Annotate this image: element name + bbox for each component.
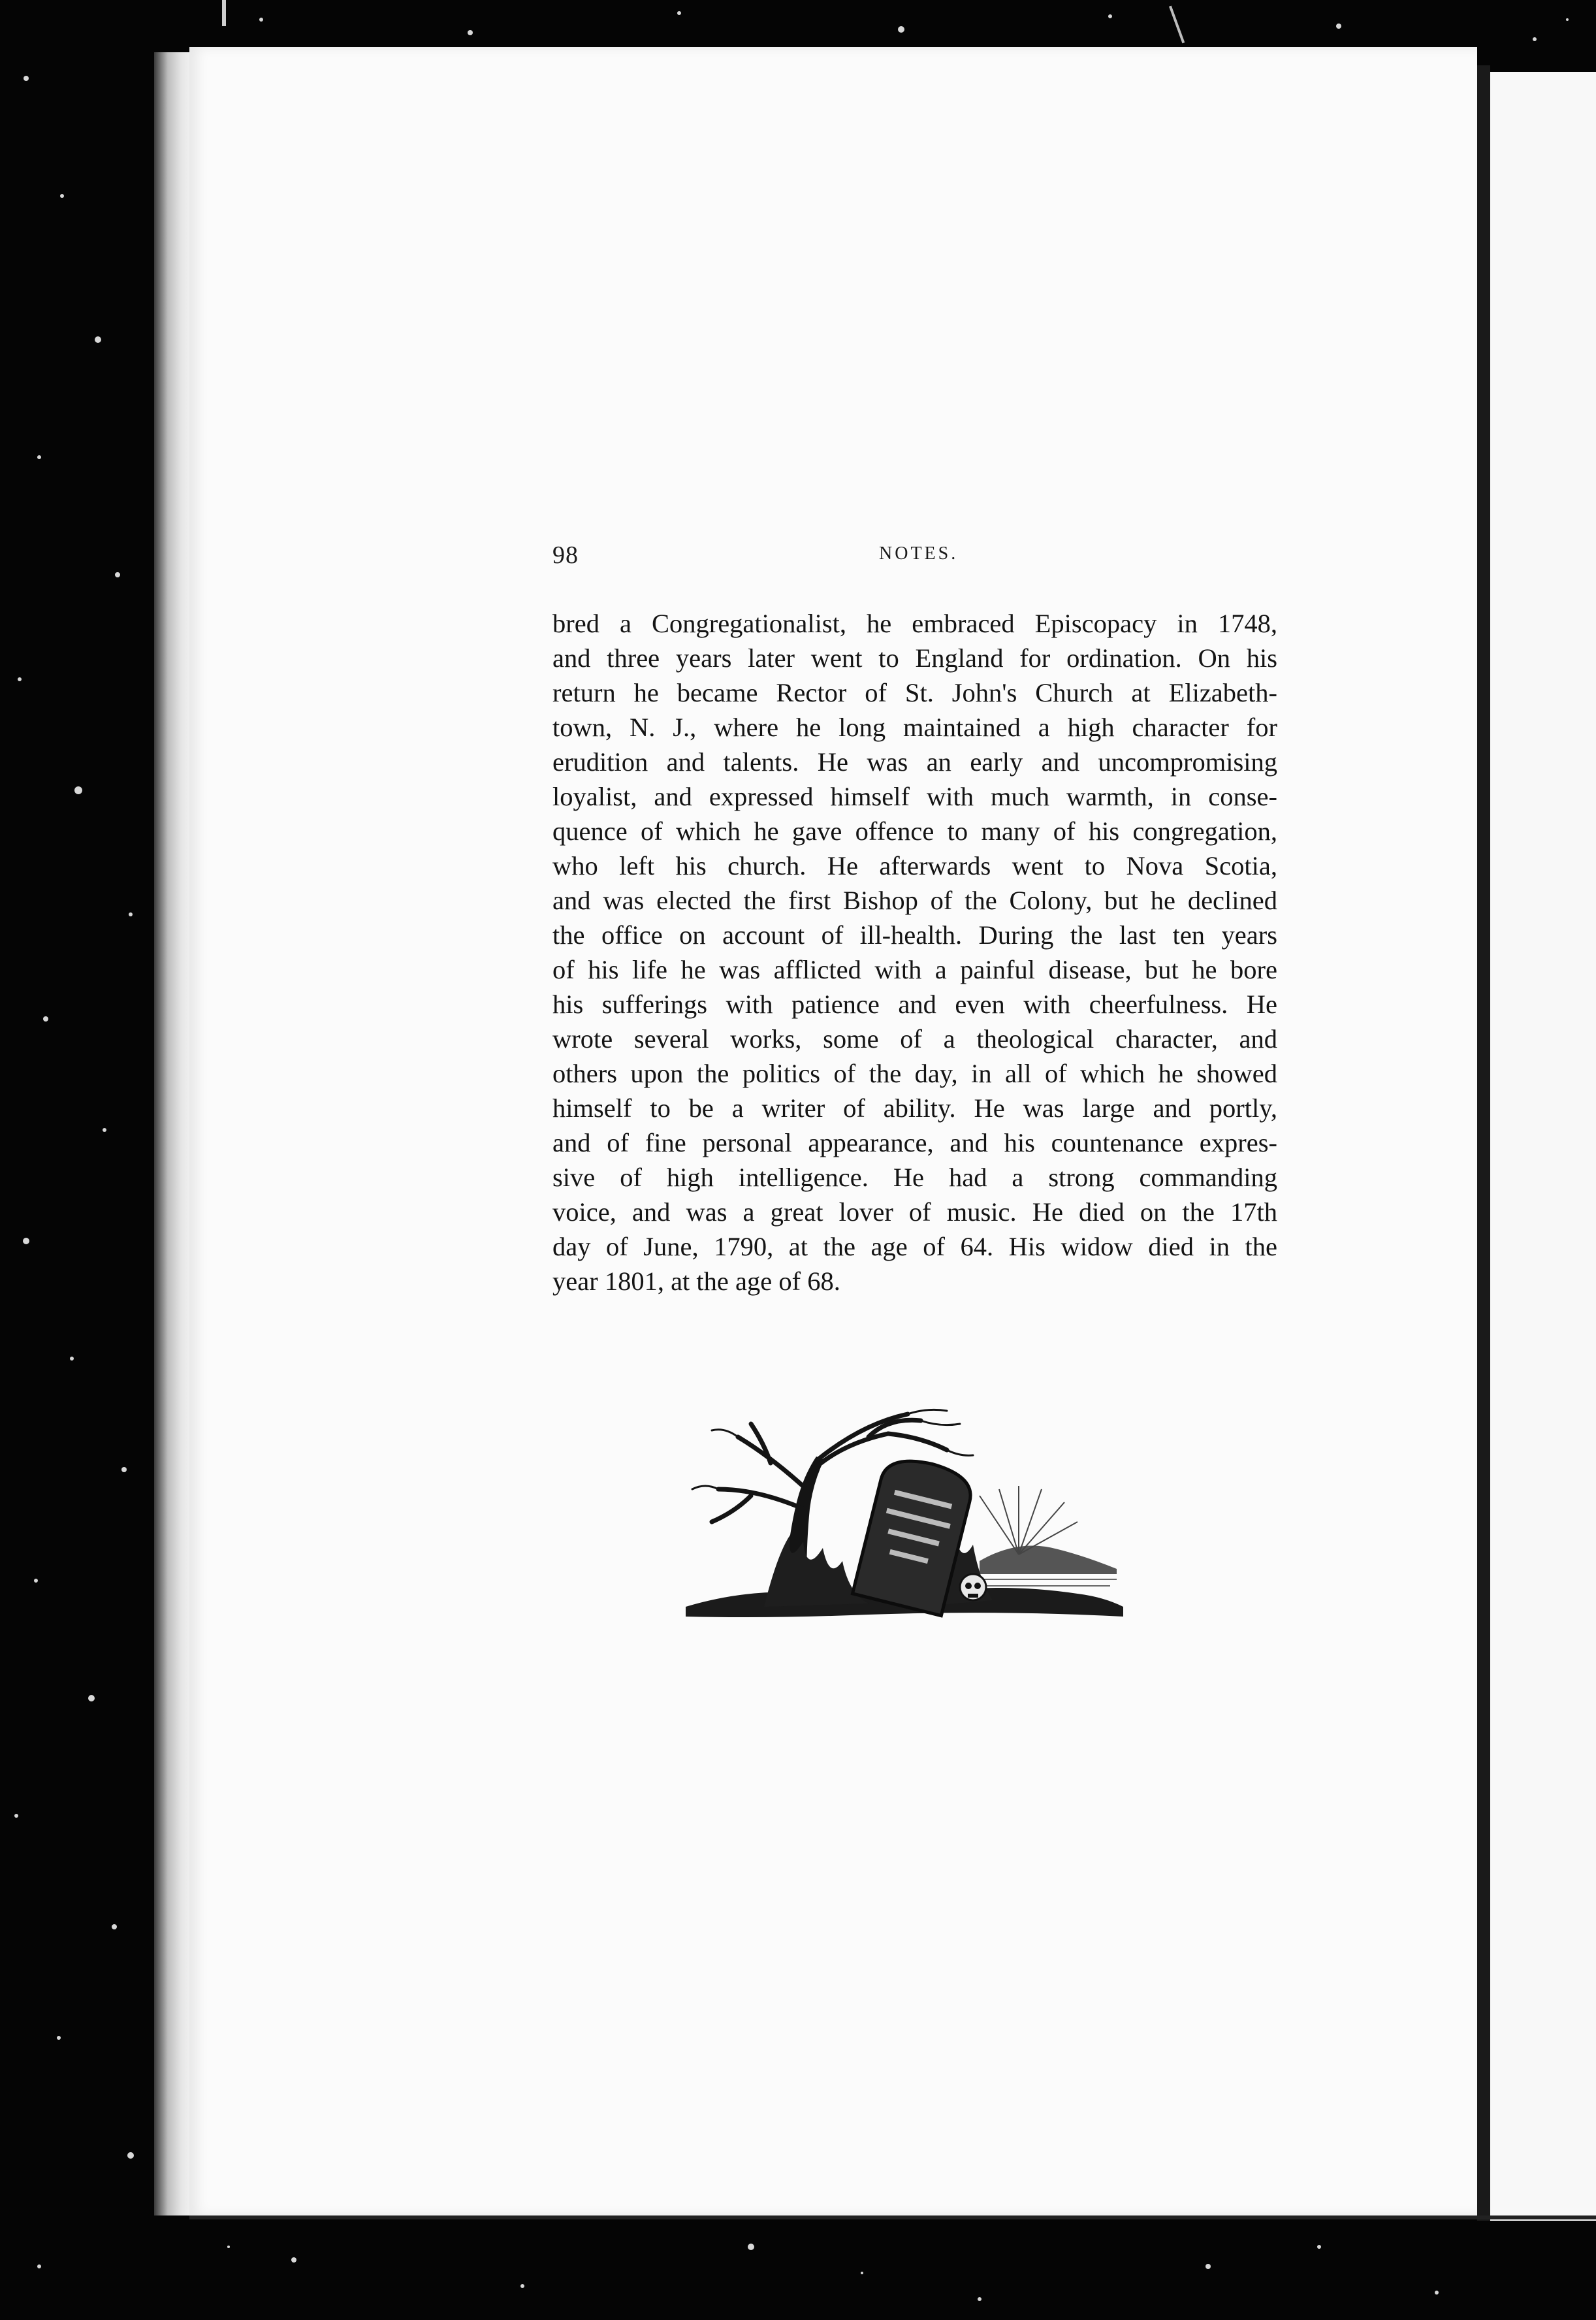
text-line: others upon the politics of the day, in all of which he showed [552,1059,1277,1088]
text-line: and three years later went to England for ordination. On his [552,643,1277,673]
text-line: year 1801, at the age of 68. [552,1266,840,1296]
gravestone-vignette-icon [673,1398,1130,1639]
text-line: erudition and talents. He was an early and uncompromising [552,747,1277,777]
text-line: town, N. J., where he long maintained a high character for [552,713,1277,742]
text-line: who left his church. He afterwards went to Nova Scotia, [552,851,1277,880]
text-line: day of June, 1790, at the age of 64. His widow died in the [552,1232,1277,1261]
page-number: 98 [552,541,579,569]
facing-page [1490,72,1596,2221]
text-line: and was elected the first Bishop of the Colony, but he declined [552,886,1277,915]
running-head [552,541,1284,573]
text-line: of his life he was afflicted with a painful disease, but he bore [552,955,1277,984]
text-line: sive of high intelligence. He had a strong commanding [552,1163,1277,1192]
text-line: himself to be a writer of ability. He was large and portly, [552,1093,1277,1123]
text-line: wrote several works, some of a theological character, and [552,1024,1277,1054]
page-bottom-edge [189,2215,1596,2219]
section-title: NOTES. [879,543,959,564]
gutter-shadow [1477,65,1490,2221]
book-page-edge [154,52,193,2215]
text-line: bred a Congregationalist, he embraced Episcopacy in 1748, [552,609,1277,638]
text-line: and of fine personal appearance, and his countenance expres- [552,1128,1277,1157]
text-line: quence of which he gave offence to many of his congregation, [552,816,1277,846]
text-line: the office on account of ill-health. During the last ten years [552,920,1277,950]
text-line: return he became Rector of St. John's Church at Elizabeth- [552,678,1277,707]
body-paragraph [552,606,1277,1298]
text-line: voice, and was a great lover of music. He died on the 17th [552,1197,1277,1227]
text-line: loyalist, and expressed himself with much warmth, in conse- [552,782,1277,811]
text-line: his sufferings with patience and even with cheerfulness. He [552,990,1277,1019]
